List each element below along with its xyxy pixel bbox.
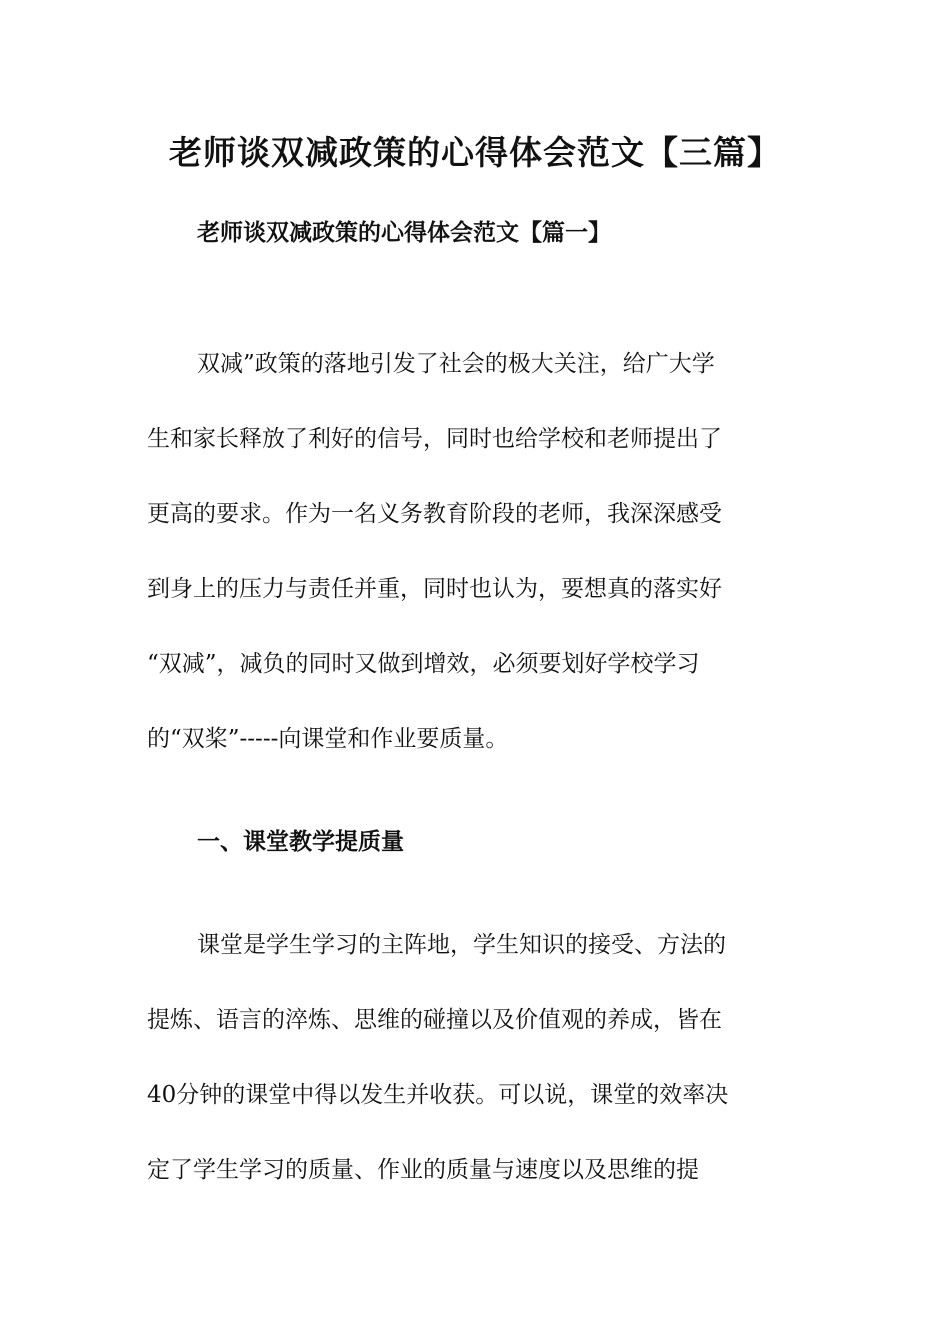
paragraph-line: 定了学生学习的质量、作业的质量与速度以及思维的提 — [147, 1157, 699, 1183]
paragraph-line: 的“双桨”-----向课堂和作业要质量。 — [147, 726, 509, 752]
paragraph-line: 课堂是学生学习的主阵地，学生知识的接受、方法的 — [197, 932, 726, 958]
subheading-classroom-quality: 一、课堂教学提质量 — [197, 828, 404, 855]
paragraph-line: 提炼、语言的淬炼、思维的碰撞以及价值观的养成，皆在 — [147, 1007, 722, 1033]
paragraph-line: 生和家长释放了利好的信号，同时也给学校和老师提出了 — [147, 426, 722, 452]
section-heading: 老师谈双减政策的心得体会范文【篇一】 — [197, 219, 611, 246]
paragraph-line: 更高的要求。作为一名义务教育阶段的老师，我深深感受 — [147, 501, 722, 527]
paragraph-line: “双减”，减负的同时又做到增效，必须要划好学校学习 — [147, 651, 700, 677]
paragraph-line: 40分钟的课堂中得以发生并收获。可以说，课堂的效率决 — [147, 1082, 729, 1108]
document-title: 老师谈双减政策的心得体会范文【三篇】 — [169, 133, 781, 172]
paragraph-line: 到身上的压力与责任并重，同时也认为，要想真的落实好 — [147, 576, 722, 602]
paragraph-line: 双减”政策的落地引发了社会的极大关注，给广大学 — [197, 351, 715, 377]
